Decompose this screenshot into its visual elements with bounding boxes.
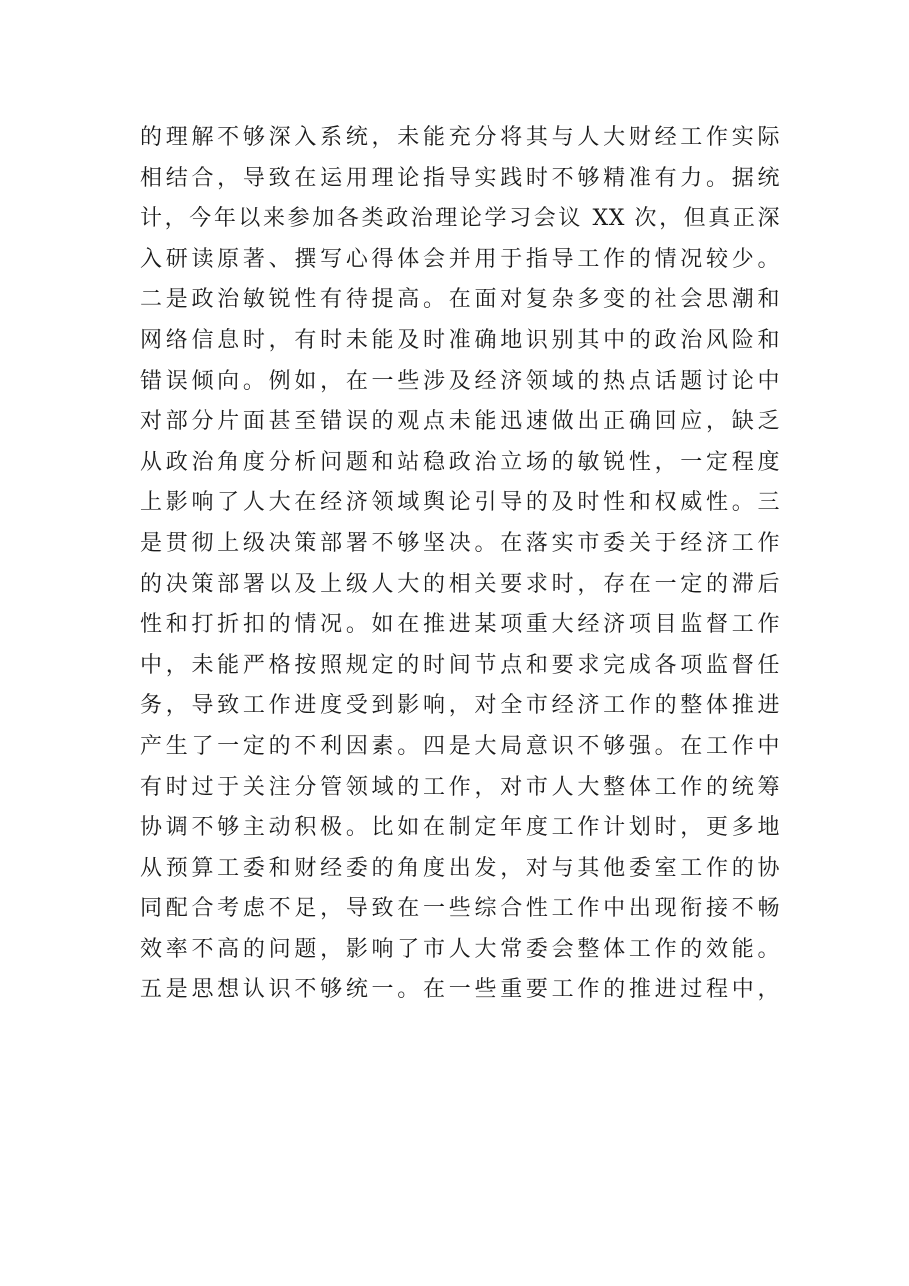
text-line: 的决策部署以及上级人大的相关要求时，存在一定的滞后 [140,571,780,597]
text-line: 相结合，导致在运用理论指导实践时不够精准有力。据统 [140,165,780,191]
text-line: 对部分片面甚至错误的观点未能迅速做出正确回应，缺乏 [140,409,780,435]
body-text [140,118,780,1011]
text-line: 同配合考虑不足，导致在一些综合性工作中出现衔接不畅 [140,896,780,922]
text-line: 计，今年以来参加各类政治理论学习会议 XX 次，但真正深 [140,206,780,232]
text-line: 中，未能严格按照规定的时间节点和要求完成各项监督任 [140,652,780,678]
text-line: 入研读原著、撰写心得体会并用于指导工作的情况较少。 [140,246,780,272]
text-line: 效率不高的问题，影响了市人大常委会整体工作的效能。 [140,936,780,962]
text-line: 是贯彻上级决策部署不够坚决。在落实市委关于经济工作 [140,530,780,556]
text-line: 的理解不够深入系统，未能充分将其与人大财经工作实际 [140,125,780,150]
text-line: 网络信息时，有时未能及时准确地识别其中的政治风险和 [140,327,780,353]
text-line: 从政治角度分析问题和站稳政治立场的敏锐性，一定程度 [140,449,780,475]
text-line: 从预算工委和财经委的角度出发，对与其他委室工作的协 [140,855,780,881]
text-line: 二是政治敏锐性有待提高。在面对复杂多变的社会思潮和 [140,287,780,313]
text-line: 务，导致工作进度受到影响，对全市经济工作的整体推进 [140,693,780,719]
text-line: 产生了一定的不利因素。四是大局意识不够强。在工作中 [140,733,780,759]
text-line: 协调不够主动积极。比如在制定年度工作计划时，更多地 [140,815,780,841]
text-line: 五是思想认识不够统一。在一些重要工作的推进过程中， [140,977,780,1003]
text-line: 有时过于关注分管领域的工作，对市人大整体工作的统筹 [140,774,780,800]
text-line: 上影响了人大在经济领域舆论引导的及时性和权威性。三 [140,490,780,516]
text-line: 性和打折扣的情况。如在推进某项重大经济项目监督工作 [140,612,780,638]
text-line: 错误倾向。例如，在一些涉及经济领域的热点话题讨论中 [140,368,780,394]
